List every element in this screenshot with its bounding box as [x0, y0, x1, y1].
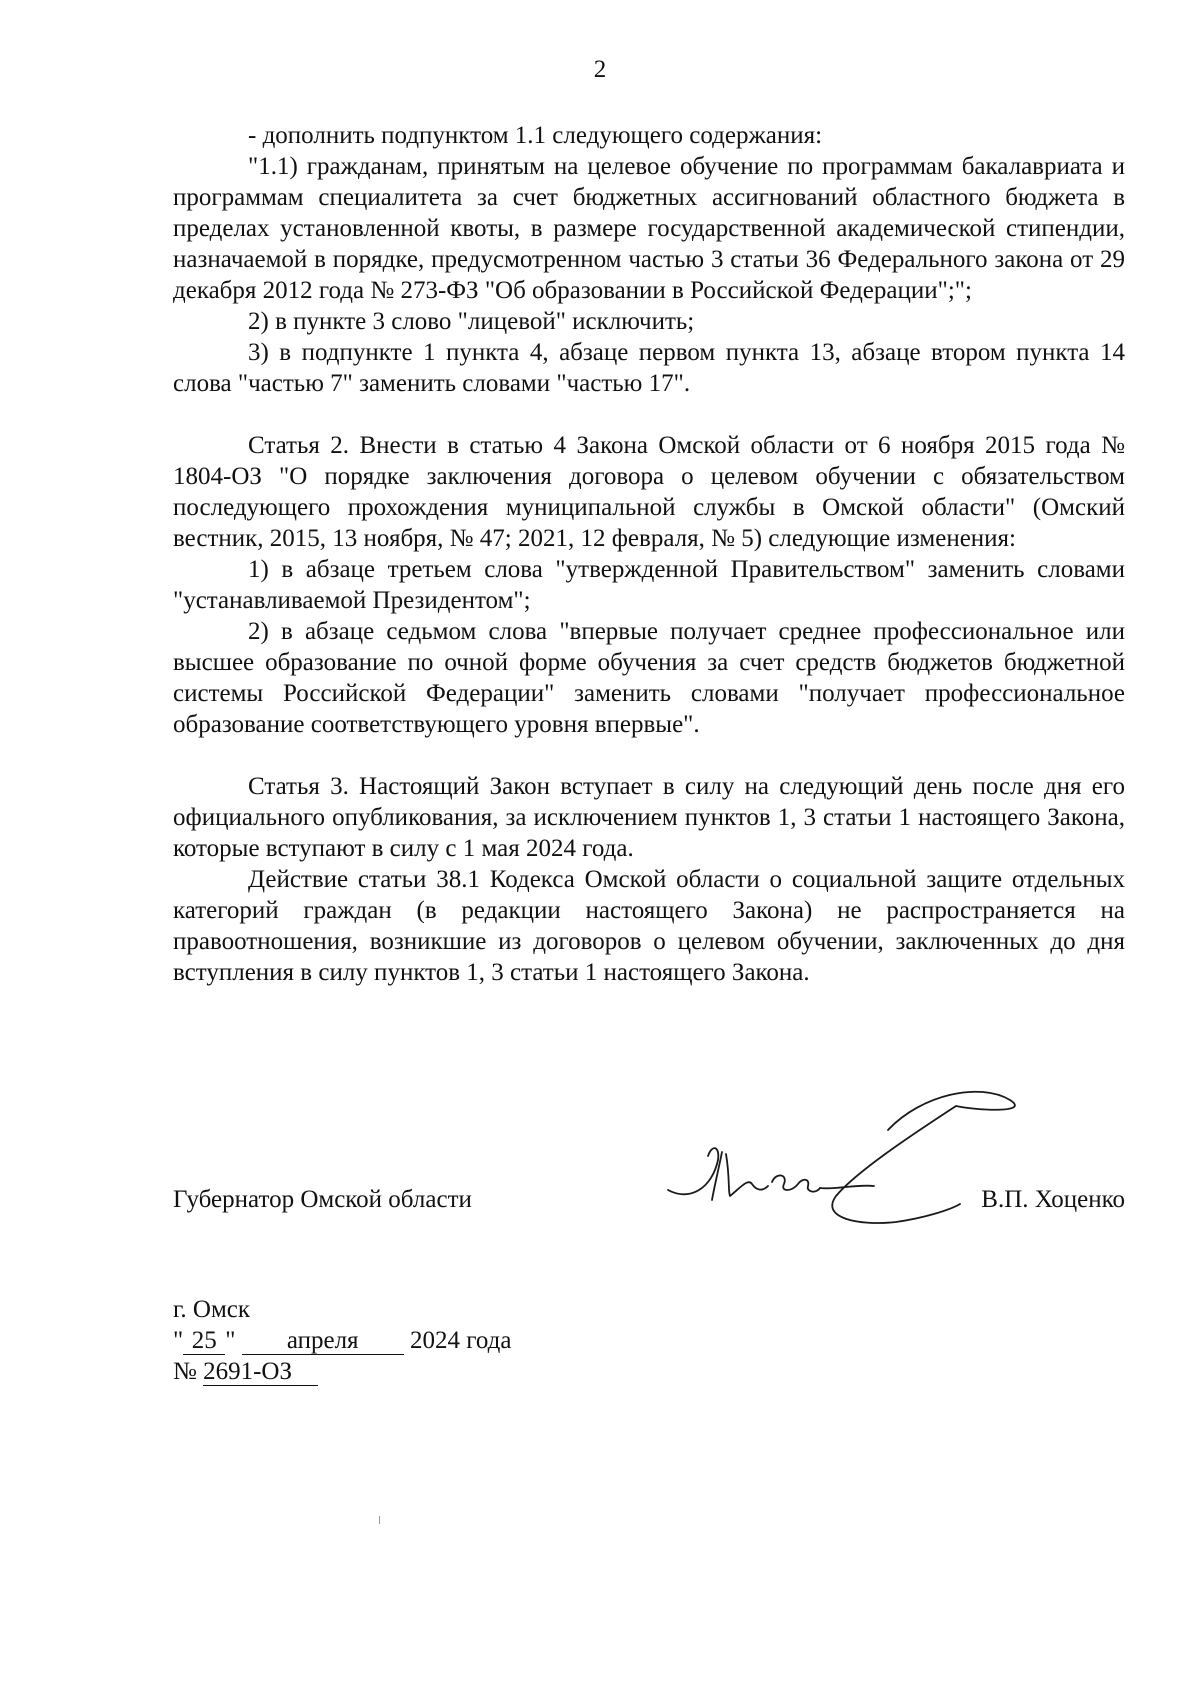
- law-number: 2691-ОЗ: [203, 1359, 318, 1386]
- city-line: [173, 1294, 511, 1325]
- paragraph-subitem-1-1: "1.1) гражданам, принятым на целевое обучение по программам бакалавриата и программам специалитета за счет бюджетных ассигнований областного бюджета в пределах установленной квоты, в размере государственной академической стипендии, назначаемой в порядке, предусмотренном частью 3 статьи 36 Федерального закона от 29 декабря 2012 года № 273-ФЗ "Об образовании в Российской Федерации";";: [173, 153, 1125, 304]
- paragraph-article-2-item-1: 1) в абзаце третьем слова "утвержденной Правительством" заменить словами "устанавливаемой Президентом";: [173, 556, 1125, 614]
- date-month: апреля: [242, 1328, 404, 1355]
- paragraph-article-2-item-2: 2) в абзаце седьмом слова "впервые получает среднее профессиональное или высшее образование по очной форме обучения за счет средств бюджетов бюджетной системы Российской Федерации" заменить словами "получает профессиональное образование соответствующего уровня впервые".: [173, 618, 1125, 738]
- paragraph-gap: [173, 399, 1125, 430]
- date-line: [173, 1325, 511, 1356]
- page-number: 2: [593, 56, 607, 83]
- paragraph-gap: [173, 740, 1125, 771]
- document-body: [173, 120, 1125, 988]
- date-quote-open: ": [173, 1327, 184, 1354]
- governor-name: В.П. Хоценко: [981, 1186, 1125, 1213]
- paragraph-intro: - дополнить подпунктом 1.1 следующего содержания:: [248, 122, 823, 149]
- paragraph-item-3: 3) в подпункте 1 пункта 4, абзаце первом пункта 13, абзаце втором пункта 14 слова "частью 7" заменить словами "частью 17".: [173, 339, 1125, 397]
- paragraph-article-3-effect: Действие статьи 38.1 Кодекса Омской области о социальной защите отдельных категорий граждан (в редакции настоящего Закона) не распространяется на правоотношения, возникшие из договоров о целевом обучении, заключенных до дня вступления в силу пунктов 1, 3 статьи 1 настоящего Закона.: [173, 866, 1125, 986]
- law-number-line: [173, 1356, 511, 1387]
- date-year: 2024 года: [409, 1327, 512, 1354]
- date-quote-close: ": [225, 1327, 236, 1354]
- place-date-block: [173, 1294, 511, 1387]
- paragraph-article-2: Статья 2. Внести в статью 4 Закона Омской области от 6 ноября 2015 года № 1804-ОЗ "О порядке заключения договора о целевом обучении с обязательством последующего прохождения муниципальной службы в Омской области" (Омский вестник, 2015, 13 ноября, № 47; 2021, 12 февраля, № 5) следующие изменения:: [173, 432, 1125, 552]
- governor-title: Губернатор Омской области: [173, 1186, 472, 1213]
- date-day: 25: [183, 1328, 225, 1355]
- paragraph-article-3: Статья 3. Настоящий Закон вступает в силу на следующий день после дня его официального опубликования, за исключением пунктов 1, 3 статьи 1 настоящего Закона, которые вступают в силу с 1 мая 2024 года.: [173, 773, 1125, 862]
- number-sign: №: [173, 1358, 197, 1385]
- city: г. Омск: [173, 1296, 251, 1323]
- handwritten-signature-icon: [660, 1080, 1080, 1230]
- scan-artifact: [379, 1516, 380, 1524]
- paragraph-item-2: 2) в пункте 3 слово "лицевой" исключить;: [248, 308, 695, 335]
